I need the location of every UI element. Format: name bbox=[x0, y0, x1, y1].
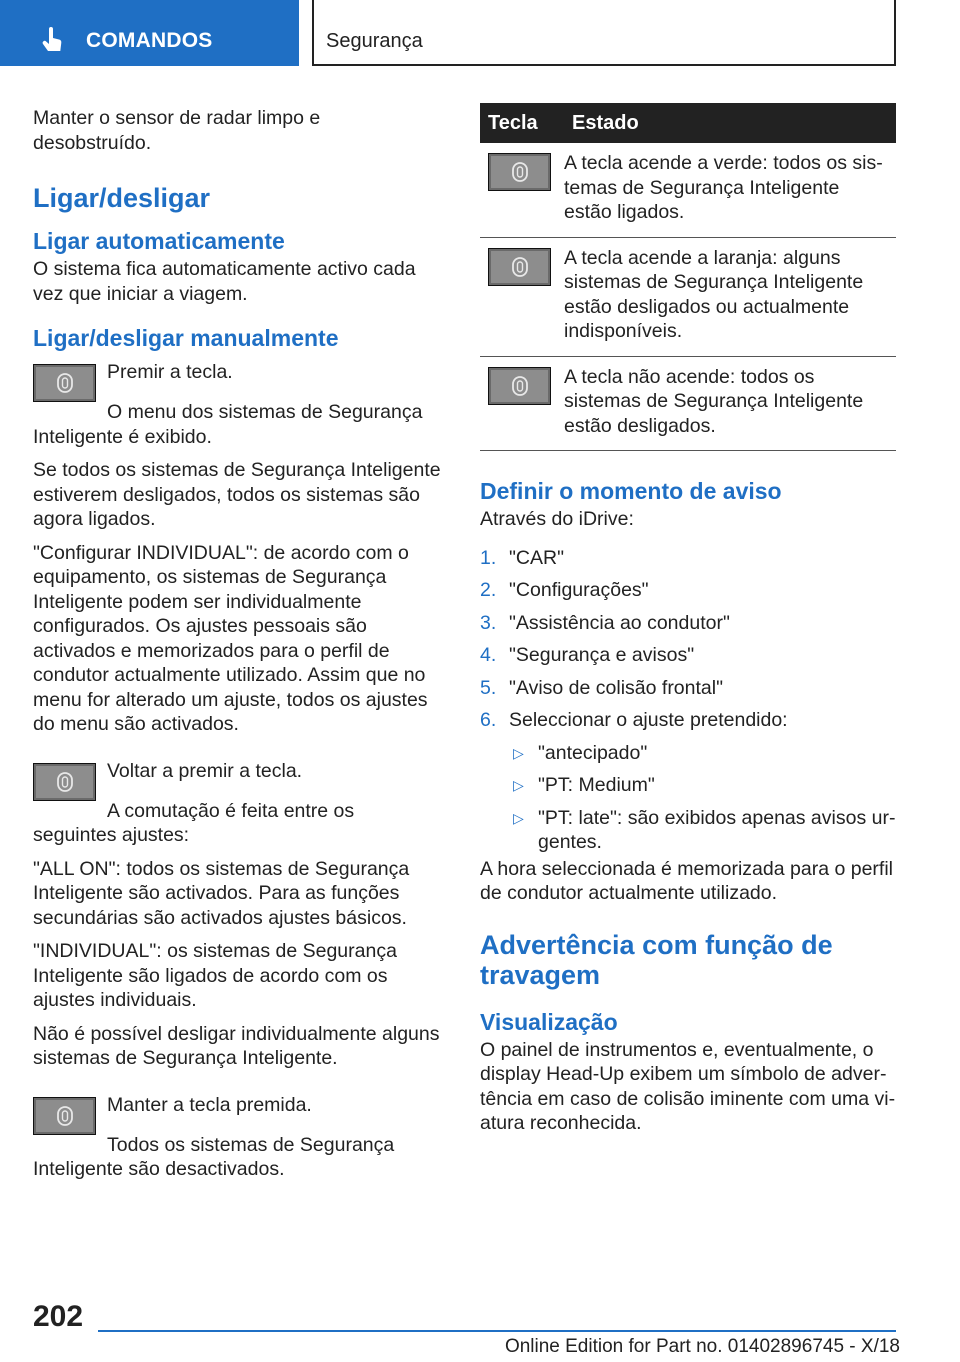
heading-warning-time: Definir o momento de aviso bbox=[480, 478, 782, 504]
table-cell: A tecla acende a verde: todos os sistemas de Segurança Inteligente estão ligados. bbox=[564, 143, 896, 237]
chapter-title: Segurança bbox=[326, 30, 423, 52]
heading-display: Visualização bbox=[480, 1008, 618, 1035]
table-cell: A tecla acende a laranja: alguns sistemas de Segurança Inteligente estão desligados ou actualmente indisponíveis. bbox=[564, 237, 896, 356]
safety-button-icon bbox=[33, 1097, 96, 1135]
instruction-continuation: Todos os sistemas de Segurança Inteligente são desactivados. bbox=[33, 1133, 395, 1180]
instruction-hold bbox=[33, 1093, 443, 1135]
paragraph: Através do iDrive: bbox=[480, 508, 634, 530]
instruction-text: Premir a tecla. bbox=[107, 361, 233, 383]
list-item: 5. "Aviso de colisão frontal" bbox=[480, 676, 724, 699]
list-item: 4. "Segurança e avisos" bbox=[480, 644, 695, 666]
instruction-continuation: O menu dos sistemas de Segurança Inteligente é exibido. bbox=[33, 401, 423, 448]
left-column bbox=[33, 106, 443, 1191]
list-item: 1. "CAR" bbox=[480, 546, 565, 569]
safety-button-icon bbox=[488, 153, 551, 191]
triangle-bullet-icon: ▷ bbox=[513, 744, 524, 761]
instruction-text: Voltar a premir a tecla. bbox=[107, 759, 303, 782]
section-tab bbox=[0, 0, 299, 66]
instruction-press bbox=[33, 360, 443, 402]
list-item: ▷ "PT: late": são exibidos apenas avisos urgentes. bbox=[513, 806, 896, 853]
paragraph: "INDIVIDUAL": os sistemas de Segurança Inteligente são ligados de acordo com os ajustes individuais. bbox=[33, 940, 397, 1011]
list-item: 6. Seleccionar o ajuste pretendido: ▷ "antecipado" ▷ "PT: Medium" ▷ "PT: late": são exibidos apenas avisos urgentes. bbox=[480, 709, 896, 853]
footer-rule bbox=[98, 1330, 896, 1332]
page-number: 202 bbox=[33, 1300, 84, 1333]
safety-button-icon bbox=[33, 763, 96, 801]
paragraph: "ALL ON": todos os sistemas de Segurança Inteligente são activados. Para as funções secundárias são activados ajustes básicos. bbox=[33, 857, 410, 929]
list-item: 3. "Assistência ao condutor" bbox=[480, 611, 730, 634]
right-column bbox=[480, 103, 896, 1145]
edition-text: Online Edition for Part no. 01402896745 - X/18 bbox=[504, 1336, 900, 1357]
heading-manual: Ligar/desligar manualmente bbox=[33, 325, 339, 351]
instruction-press-again bbox=[33, 759, 443, 801]
table-cell: A tecla não acende: todos os sistemas de Segurança Inteligente estão desligados. bbox=[564, 356, 896, 451]
paragraph: O painel de instrumentos e, eventualmente, o display Head-Up exibem um símbolo de advertência em caso de colisão iminente com uma viatura reconhecida. bbox=[480, 1038, 896, 1134]
table-row bbox=[480, 237, 896, 356]
heading-auto: Ligar automaticamente bbox=[33, 228, 285, 254]
heading-brake-warning: Advertência com função de travagem bbox=[480, 929, 833, 990]
paragraph: "Configurar INDIVIDUAL": de acordo com o equipamento, os sistemas de Segurança Inteligente podem ser individualmente configurados. Os ajustes pessoais são activados e memorizados para o perfil de condutor actualmente utilizado. Assim que no menu for alterado um ajuste, todos os ajustes do menu são activados. bbox=[33, 541, 428, 735]
triangle-bullet-icon: ▷ bbox=[513, 809, 524, 826]
paragraph: Não é possível desligar individualmente alguns sistemas de Segurança Inteligente. bbox=[33, 1022, 440, 1069]
paragraph: Manter o sensor de radar limpo e desobstruído. bbox=[33, 107, 321, 154]
option-list bbox=[509, 741, 896, 855]
heading-on-off: Ligar/desligar bbox=[33, 183, 211, 213]
paragraph: O sistema fica automaticamente activo cada vez que iniciar a viagem. bbox=[33, 258, 416, 305]
safety-button-icon bbox=[488, 248, 551, 286]
paragraph: Se todos os sistemas de Segurança Inteligente estiverem desligados, todos os sistemas são agora ligados. bbox=[33, 459, 441, 530]
triangle-bullet-icon: ▷ bbox=[513, 777, 524, 793]
instruction-text: Manter a tecla premida. bbox=[107, 1093, 312, 1116]
safety-button-icon bbox=[488, 367, 551, 405]
chapter-header bbox=[312, 0, 896, 66]
hand-pointer-icon bbox=[40, 27, 64, 55]
list-item: 2. "Configurações" bbox=[480, 579, 649, 601]
instruction-continuation: A comutação é feita entre os seguintes ajustes: bbox=[33, 799, 355, 846]
idrive-steps bbox=[480, 546, 896, 855]
paragraph: A hora seleccionada é memorizada para o perfil de condutor actualmente utilizado. bbox=[480, 857, 893, 904]
status-table bbox=[480, 103, 896, 451]
table-header-state: Estado bbox=[564, 103, 896, 143]
list-item: ▷ "PT: Medium" bbox=[513, 774, 655, 796]
table-row bbox=[480, 356, 896, 451]
list-item: ▷ "antecipado" bbox=[513, 741, 648, 764]
section-title: COMANDOS bbox=[86, 29, 213, 52]
safety-button-icon bbox=[33, 364, 96, 402]
table-row bbox=[480, 143, 896, 237]
table-header-key: Tecla bbox=[480, 103, 564, 143]
